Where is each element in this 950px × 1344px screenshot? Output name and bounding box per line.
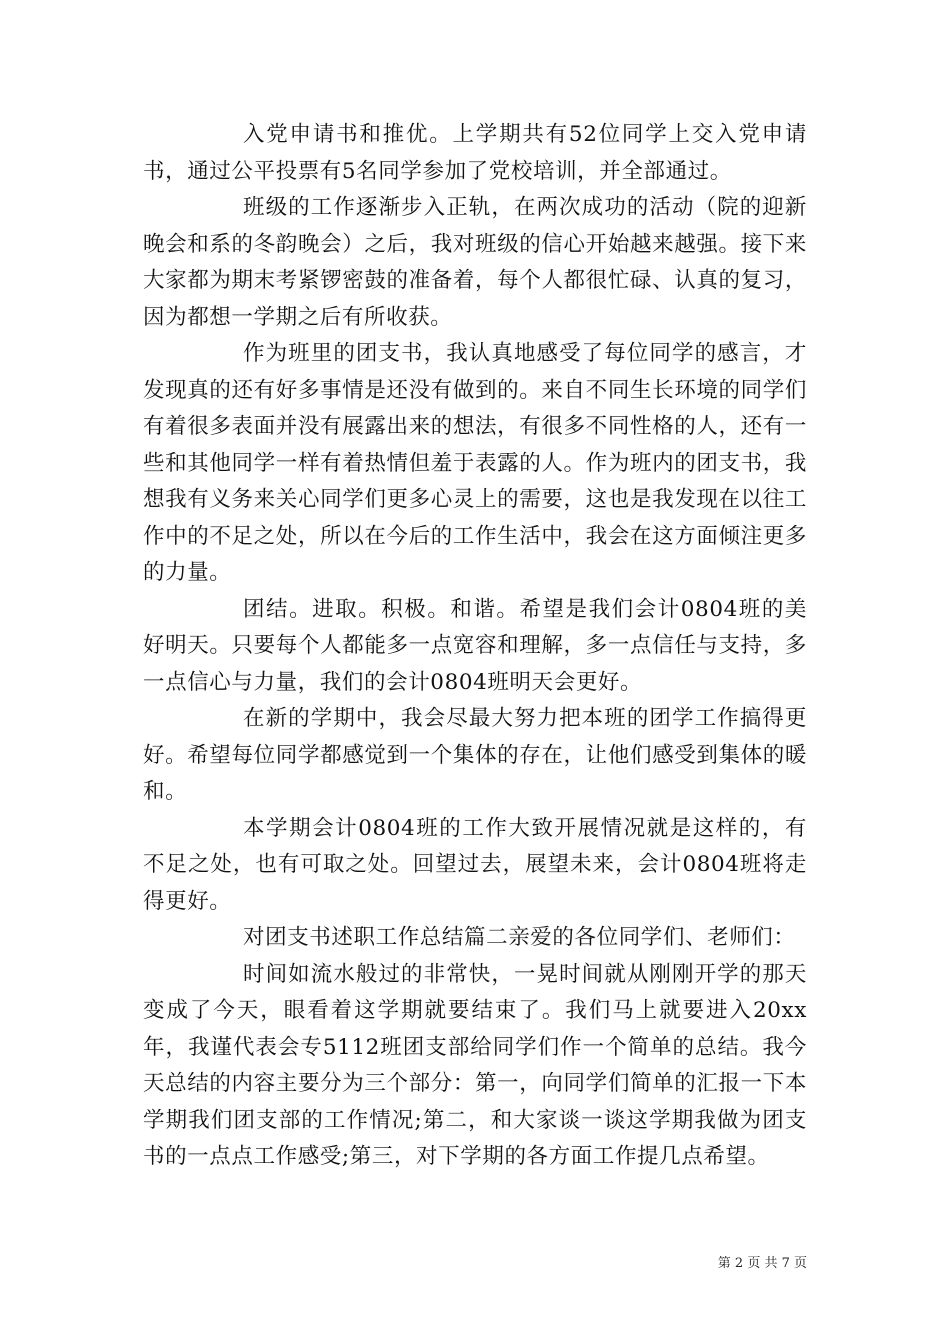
page-number-footer: 第 2 页 共 7 页 — [717, 1256, 807, 1271]
paragraph: 本学期会计0804班的工作大致开展情况就是这样的，有不足之处，也有可取之处。回望过去，展望未来，会计0804班将走得更好。 — [143, 815, 807, 914]
body-text — [143, 117, 807, 1176]
paragraph: 班级的工作逐渐步入正轨，在两次成功的活动（院的迎新晚会和系的冬韵晚会）之后，我对班级的信心开始越来越强。接下来大家都为期末考紧锣密鼓的准备着，每个人都很忙碌、认真的复习，因为都想一学期之后有所收获。 — [143, 195, 807, 330]
paragraph: 在新的学期中，我会尽最大努力把本班的团学工作搞得更好。希望每位同学都感觉到一个集体的存在，让他们感受到集体的暖和。 — [143, 706, 807, 804]
section-heading-paragraph: 对团支书述职工作总结篇二亲爱的各位同学们、老师们： — [243, 925, 796, 950]
paragraph: 时间如流水般过的非常快，一晃时间就从刚刚开学的那天变成了今天，眼看着这学期就要结束了。我们马上就要进入20xx年，我谨代表会专5112班团支部给同学们作一个简单的总结。我今天总结的内容主要分为三个部分：第一，向同学们简单的汇报一下本学期我们团支部的工作情况;第二，和大家谈一谈这学期我做为团支书的一点点工作感受;第三，对下学期的各方面工作提几点希望。 — [143, 961, 807, 1169]
paragraph: 入党申请书和推优。上学期共有52位同学上交入党申请书，通过公平投票有5名同学参加了党校培训，并全部通过。 — [143, 122, 807, 184]
paragraph: 作为班里的团支书，我认真地感受了每位同学的感言，才发现真的还有好多事情是还没有做到的。来自不同生长环境的同学们有着很多表面并没有展露出来的想法，有很多不同性格的人，还有一些和其他同学一样有着热情但羞于表露的人。作为班内的团支书，我想我有义务来关心同学们更多心灵上的需要，这也是我发现在以往工作中的不足之处，所以在今后的工作生活中，我会在这方面倾注更多的力量。 — [143, 341, 807, 585]
paragraph: 团结。进取。积极。和谐。希望是我们会计0804班的美好明天。只要每个人都能多一点宽容和理解，多一点信任与支持，多一点信心与力量，我们的会计0804班明天会更好。 — [143, 596, 807, 695]
